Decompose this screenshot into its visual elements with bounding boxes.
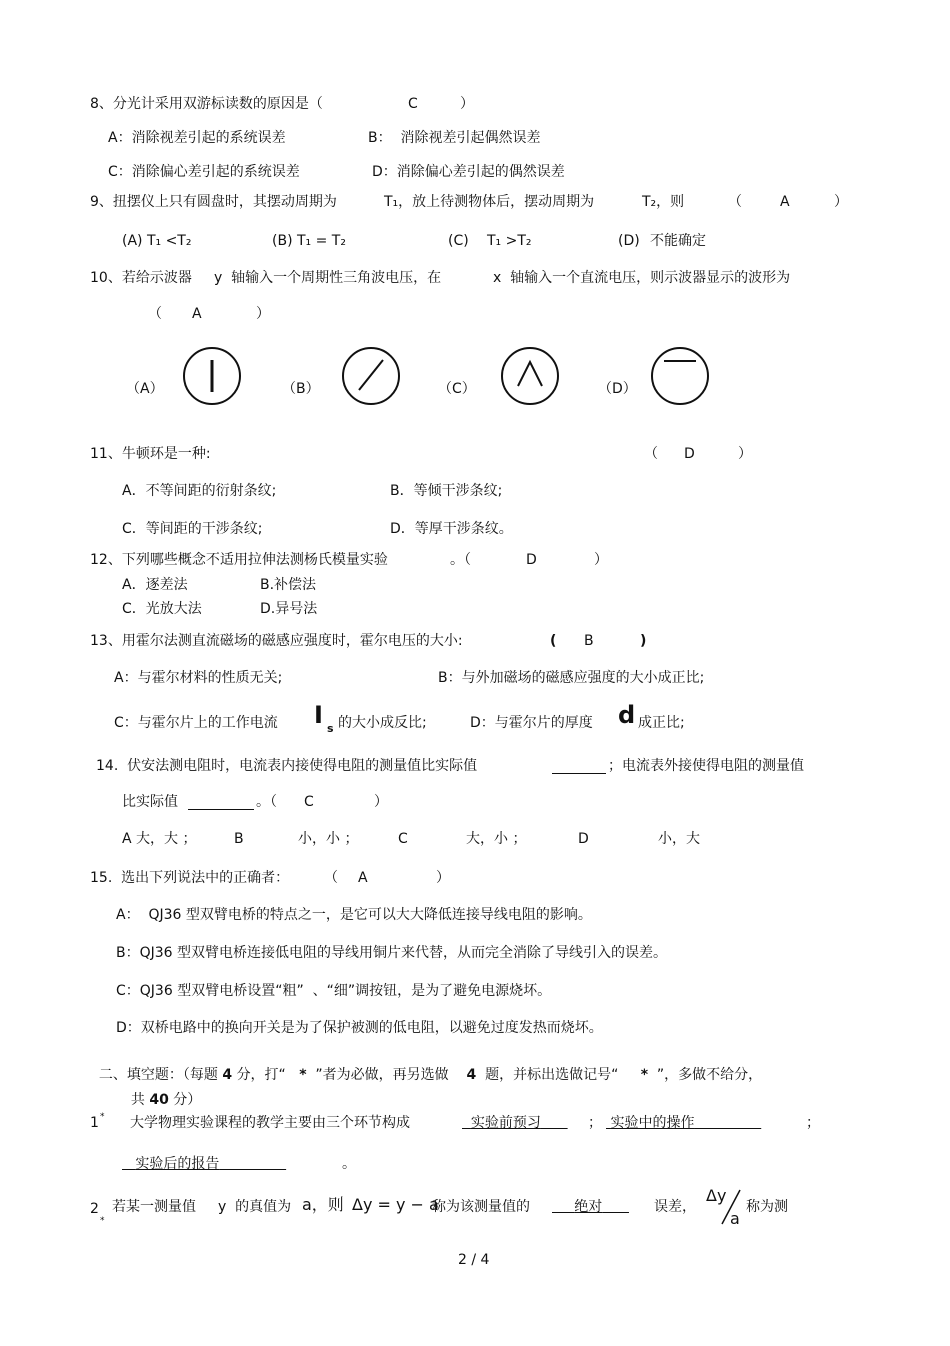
q8-option-c: C：消除偏心差引起的系统误差 [108,164,300,180]
fill2-formula: Δy = y − a [352,1195,439,1214]
fill1-answer-2-text: 实验中的操作 [610,1115,695,1131]
q10-label-b: （B） [282,381,320,397]
q14-option-c-label: C [398,831,408,847]
q9-stem: 9、扭摆仪上只有圆盘时，其摆动周期为 [90,194,337,210]
q9-option-a: (A) T₁ <T₂ [122,233,192,249]
q10-close: ） [256,306,270,322]
q10-stem: 10、若给示波器 [90,270,192,286]
q8-stem: 8、分光计采用双游标读数的原因是（ [90,96,323,112]
waveform-c-icon [500,346,560,406]
page-number: 2 / 4 [458,1252,490,1268]
fill1-answer-3 [122,1155,340,1173]
q14-answer: C [304,794,314,810]
q15-option-a: A： QJ36 型双臂电桥的特点之一，是它可以大大降低连接导线电阻的影响。 [116,907,592,923]
fill1-answer-2 [606,1114,802,1132]
q8-answer: C [408,96,418,112]
q12-option-b: B.补偿法 [260,577,317,593]
fill2-text-2: 称为该测量值的 [432,1199,530,1215]
q12-answer: D [526,552,537,568]
q10-answer: A [192,306,202,322]
section2-text-e: ”，多做不给分， [656,1067,763,1083]
section2-required-mark: * [299,1067,307,1083]
q11-option-d: D．等厚干涉条纹。 [390,521,513,537]
q14-open: 。（ [256,794,277,810]
q13-current-subscript: s [327,722,334,735]
q15-open: （ [324,870,338,886]
q14-blank-2[interactable] [188,795,254,810]
q14-option-c: 大，小 ； [466,831,527,847]
q14-option-a: A 大，大 ； [122,831,197,847]
fill2-fraction-denominator: a [730,1209,740,1228]
fill1-answer-1-text: 实验前预习 [470,1115,541,1131]
q14-close: ） [374,794,388,810]
q8-close: ） [460,96,474,112]
fill2-text-4: 称为测 [746,1199,788,1215]
waveform-b-icon [341,346,401,406]
q15-close: ） [436,870,450,886]
q8-option-d: D：消除偏心差引起的偶然误差 [372,164,565,180]
q11-open: （ [644,446,658,462]
q11-answer: D [684,446,695,462]
q13-close: ) [640,633,647,649]
q15-option-d: D：双桥电路中的换向开关是为了保护被测的低电阻，以避免过度发热而烧坏。 [116,1020,603,1036]
q13-option-c: C：与霍尔片上的工作电流 [114,715,278,731]
q8-option-b: B： 消除视差引起偶然误差 [368,130,541,146]
fill1-number: 1 [90,1115,99,1131]
fill2-y-text: y 的真值为 [218,1199,292,1215]
fill2-text-3: 误差， [654,1199,696,1215]
q14-blank-1[interactable] [552,759,606,774]
q13-open: ( [550,633,557,649]
q14-stem-line2: 比实际值 [122,794,178,810]
q13-option-d: D：与霍尔片的厚度 [470,715,593,731]
q15-answer: A [358,870,368,886]
q10-y-axis: y 轴输入一个周期性三角波电压，在 [214,270,442,286]
q9-close: ） [834,194,848,210]
q14-option-d: 小，大 [658,831,700,847]
fill1-answer-3-text: 实验后的报告 [135,1156,220,1172]
fill1-answer-1 [462,1114,584,1132]
section2-points-each: 4 [222,1067,233,1083]
q14-stem-mid: ；电流表外接使得电阻的测量值 [608,758,804,774]
section2-text-c: ”者为必做，再另选做 [315,1067,449,1083]
q11-option-b: B．等倾干涉条纹; [390,483,503,499]
q14-stem: 14. 伏安法测电阻时，电流表内接使得电阻的测量值比实际值 [96,758,478,774]
q9-open: （ [728,194,742,210]
section2-total-points: 40 [149,1092,169,1108]
q9-option-d: 不能确定 [650,233,706,249]
q10-label-a: （A） [126,381,164,397]
section2-total-text-b: 分） [173,1092,202,1108]
fill2-answer-text: 绝对 [574,1199,603,1215]
q9-option-b: (B) T₁ = T₂ [272,233,346,249]
q11-option-a: A．不等间距的衍射条纹; [122,483,277,499]
fill2-fraction-numerator: Δy [706,1186,727,1205]
q12-option-c: C．光放大法 [122,601,202,617]
q15-option-c: C：QJ36 型双臂电桥设置“粗” 、“细”调按钮，是为了避免电源烧坏。 [116,983,552,999]
q12-option-d: D.异号法 [260,601,318,617]
fill2-a-text: a，则 [302,1195,344,1214]
q13-option-c-end: 的大小成反比; [338,715,427,731]
q12-option-a: A．逐差法 [122,577,188,593]
q9-option-c: T₁ >T₂ [487,233,532,249]
q8-option-a: A：消除视差引起的系统误差 [108,130,286,146]
fill1-end: ； [806,1115,820,1131]
section2-text-d: 题，并标出选做记号“ [485,1067,619,1083]
q10-x-axis: x 轴输入一个直流电压，则示波器显示的波形为 [493,270,791,286]
fill1-stem: 大学物理实验课程的教学主要由三个环节构成 [130,1115,410,1131]
q13-stem: 13、用霍尔法测直流磁场的磁感应强度时，霍尔电压的大小: [90,633,463,649]
q13-current-symbol: I [314,701,323,729]
section2-choose-count: 4 [466,1067,477,1083]
section2-optional-mark: * [640,1067,649,1083]
section2-text-a: 二、填空题：（每题 [98,1067,218,1083]
q10-open: （ [148,306,162,322]
waveform-d-icon [650,346,710,406]
q12-close: ） [594,552,608,568]
q9-option-c-label: (C) [448,233,469,249]
q9-t1: T₁，放上待测物体后，摆动周期为 [384,194,595,210]
fill2-number: 2 [90,1201,99,1217]
fill2-answer [552,1198,650,1216]
q15-stem: 15. 选出下列说法中的正确者： [90,870,290,886]
waveform-a-icon [182,346,242,406]
section2-total-line [122,1073,201,1109]
fill1-required-mark: * [100,1112,105,1122]
q12-stem: 12、下列哪些概念不适用拉伸法测杨氏模量实验 [90,552,388,568]
q15-option-b: B：QJ36 型双臂电桥连接低电阻的导线用铜片来代替，从而完全消除了导线引入的误差。 [116,945,668,961]
fill2-required-mark: * [100,1216,105,1226]
q13-option-a: A：与霍尔材料的性质无关; [114,670,283,686]
fill2-stem: 若某一测量值 [112,1199,196,1215]
q13-thickness-symbol: d [618,701,636,729]
q11-option-c: C．等间距的干涉条纹; [122,521,263,537]
q11-stem: 11、牛顿环是一种: [90,446,211,462]
q14-option-d-label: D [578,831,589,847]
q13-option-d-end: 成正比; [638,715,685,731]
q14-option-b: 小，小 ； [298,831,359,847]
q12-open: 。（ [450,552,471,568]
section2-text-b: 分，打“ [236,1067,286,1083]
q13-option-b: B：与外加磁场的磁感应强度的大小成正比; [438,670,705,686]
section2-total-text-a: 共 [130,1092,145,1108]
q11-close: ） [738,446,752,462]
q13-answer: B [584,633,594,649]
q10-label-d: （D） [598,381,637,397]
fill1-period: 。 [342,1156,356,1172]
q9-t2: T₂，则 [642,194,685,210]
q14-option-b-label: B [234,831,244,847]
q10-label-c: （C） [438,381,476,397]
q9-answer: A [780,194,790,210]
fill1-separator: ； [588,1115,602,1131]
q9-option-d-label: (D) [618,233,640,249]
